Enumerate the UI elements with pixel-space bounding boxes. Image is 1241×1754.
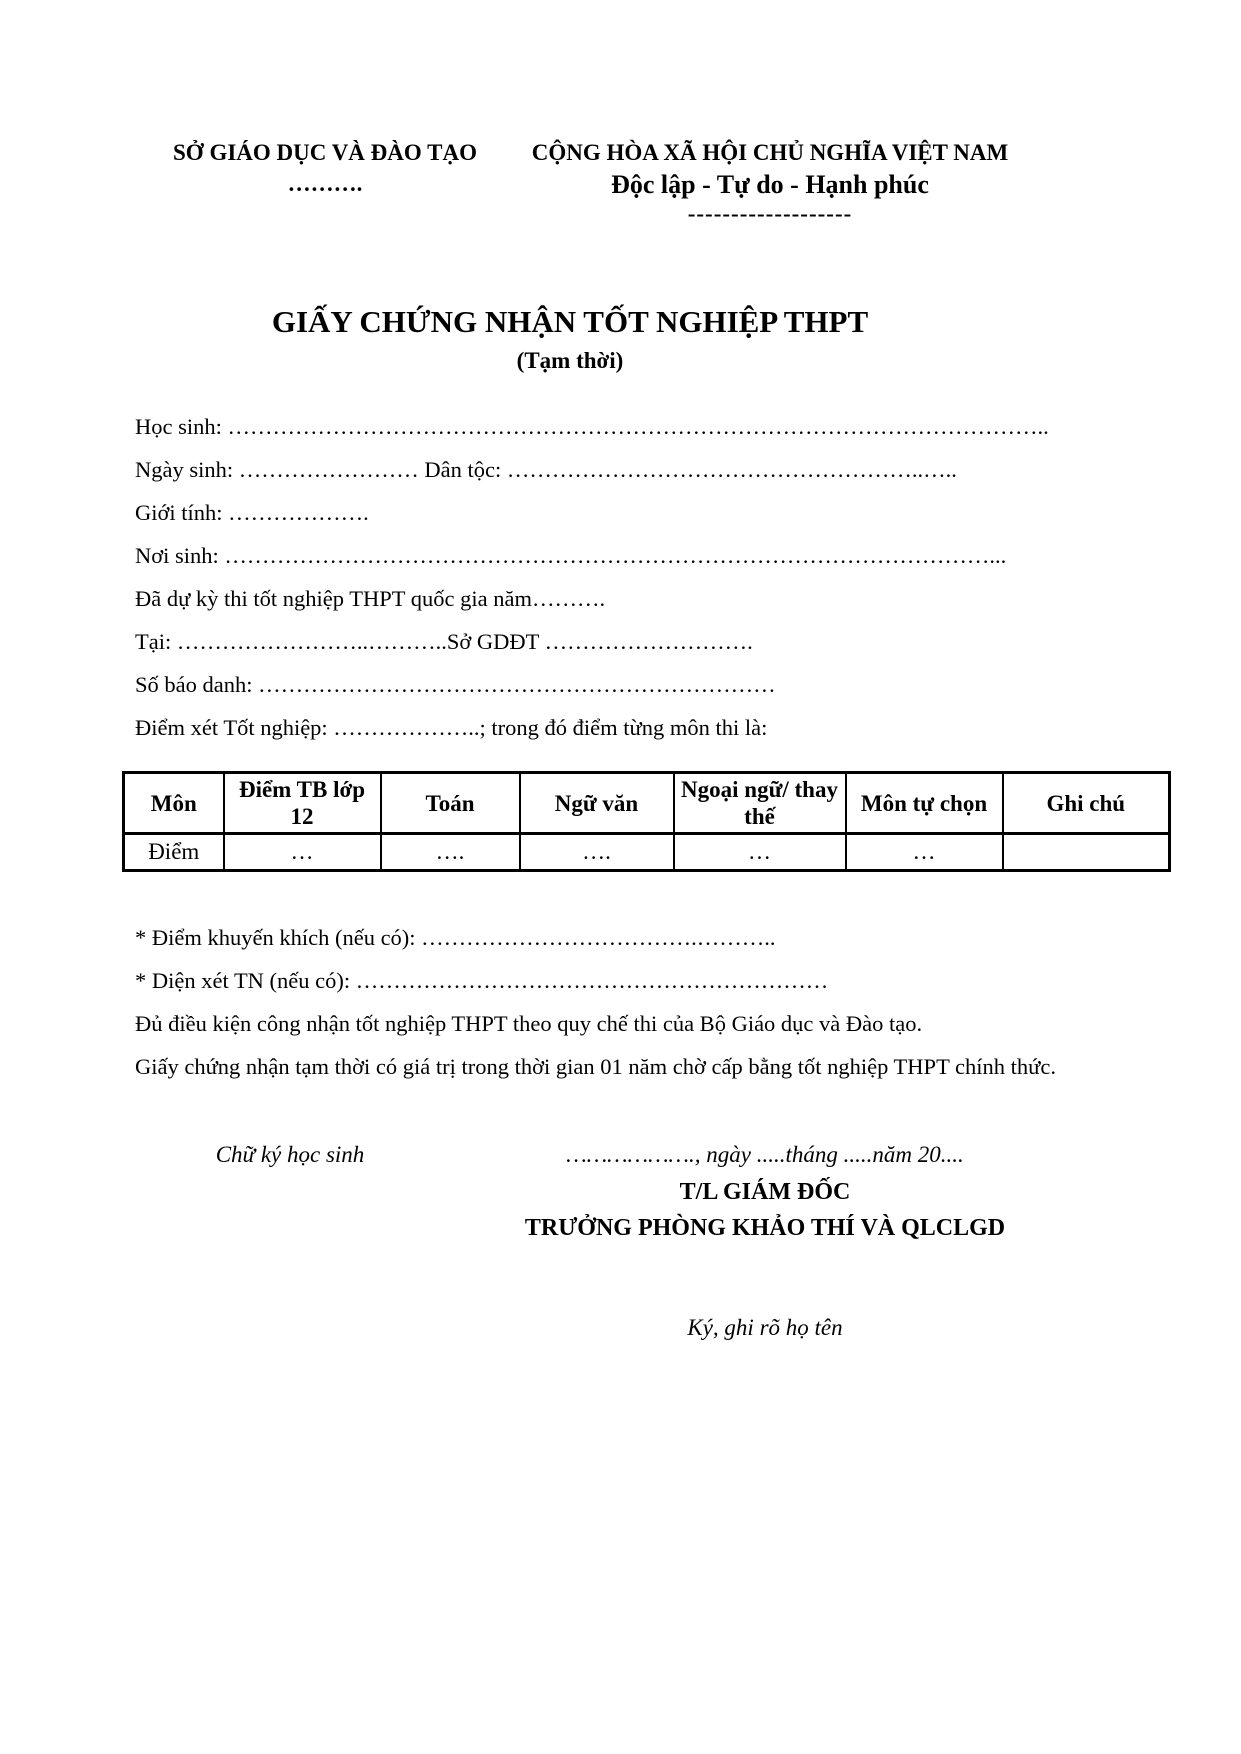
form-fields [135,405,1130,749]
motto-separator: ------------------- [687,201,853,226]
signature-section [0,1140,1241,1343]
field-birthdate-ethnicity: Ngày sinh: …………………… Dân tộc: ………………………………………………..….. [135,457,957,482]
field-exam-year: Đã dự kỳ thi tốt nghiệp THPT quốc gia năm………. [135,586,606,611]
header-elective: Môn tự chọn [846,773,1003,834]
certificate-subtitle: (Tạm thời) [516,348,624,373]
document-header [0,0,1241,227]
official-signature-block [500,1140,1030,1343]
note-validity: Giấy chứng nhận tạm thời có giá trị trong thời gian 01 năm chờ cấp bằng tốt nghiệp THPT chính thức. [135,1054,1056,1079]
scores-table [122,771,1171,872]
note-eligibility: Đủ điều kiện công nhận tốt nghiệp THPT theo quy chế thi của Bộ Giáo dục và Đào tạo. [135,1011,923,1036]
header-subject: Môn [124,773,224,834]
cell-literature: …. [520,834,674,871]
org-name-blank-dots: ………. [287,171,363,196]
issuing-org-block [150,138,500,227]
cell-elective: … [846,834,1003,871]
header-literature: Ngữ văn [520,773,674,834]
note-bonus-points: * Điểm khuyến khích (nếu có): ……………………………….……….. [135,925,776,950]
note-consideration-category: * Diện xét TN (nếu có): ……………………………………………………… [135,968,829,993]
on-behalf-of-director: T/L GIÁM ĐỐC [679,1179,851,1205]
field-birthplace: Nơi sinh: …………………………………………………………………………………………... [135,543,1007,568]
national-header-block [530,138,1010,227]
sign-instruction: Ký, ghi rõ họ tên [687,1315,843,1340]
student-signature-label: Chữ ký học sinh [215,1142,365,1167]
scores-table-data-row [124,834,1170,871]
field-exam-location: Tại: ……………………..………..Sở GDĐT ………………………. [135,629,753,654]
place-date-line: ………………., ngày .....tháng .....năm 20.... [566,1142,964,1167]
country-title: CỘNG HÒA XÃ HỘI CHỦ NGHĨA VIỆT NAM [531,140,1009,165]
cell-score-label: Điểm [124,834,224,871]
signer-title: TRƯỞNG PHÒNG KHẢO THÍ VÀ QLCLGD [524,1215,1006,1241]
cell-math: …. [381,834,520,871]
header-remarks: Ghi chú [1003,773,1170,834]
certificate-title: GIẤY CHỨNG NHẬN TỐT NGHIỆP THPT [271,304,869,339]
field-gender: Giới tính: ………………. [135,500,369,525]
cell-foreign-language: … [674,834,846,871]
org-name: SỞ GIÁO DỤC VÀ ĐÀO TẠO [173,140,477,165]
header-grade12-average: Điểm TB lớp 12 [224,773,381,834]
header-foreign-language: Ngoại ngữ/ thay thế [674,773,846,834]
field-student-name: Học sinh: ……………………………………………………………………………………………….. [135,414,1049,439]
cell-grade12-average: … [224,834,381,871]
national-motto: Độc lập - Tự do - Hạnh phúc [611,170,929,199]
field-candidate-number: Số báo danh: …………………………………………………………… [135,672,776,697]
scores-table-header-row [124,773,1170,834]
field-graduation-score: Điểm xét Tốt nghiệp: ………………..; trong đó điểm từng môn thi là: [135,715,768,740]
cell-remarks [1003,834,1170,871]
header-math: Toán [381,773,520,834]
notes-section [135,916,1241,1088]
